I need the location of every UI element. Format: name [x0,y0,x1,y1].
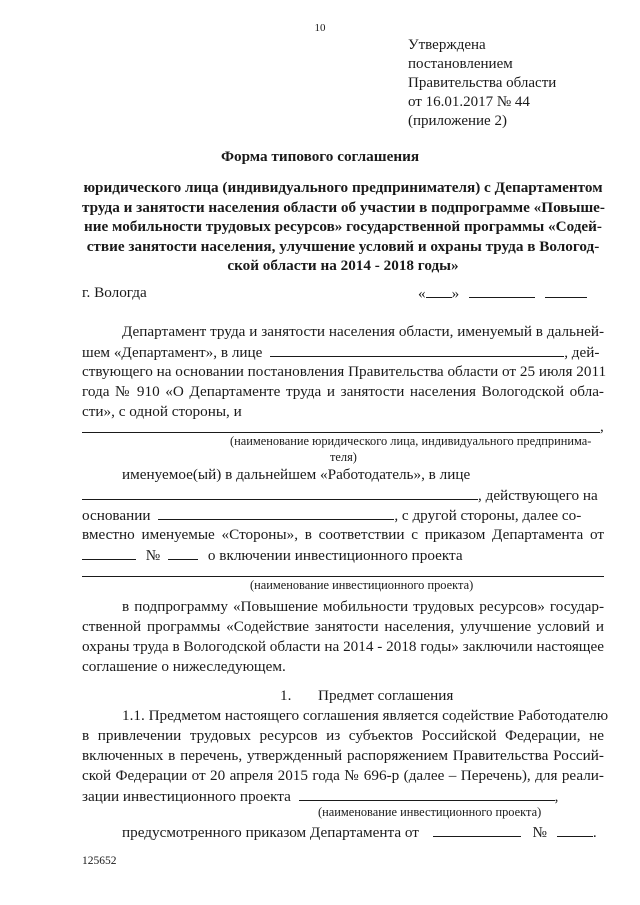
project-name-blank-2 [299,787,555,801]
para4-line5 [82,787,558,806]
date-month-blank [469,284,535,298]
caption-legal-entity: (наименование юридического лица, индивидуального предпринима- [230,434,592,448]
date-field [418,284,587,303]
caption-project: (наименование инвестиционного проекта) [250,578,474,592]
order-number-blank-2 [557,823,593,837]
para1-line3: ствующего на основании постановления Правительства области от 25 июля 2011 [82,363,607,380]
section-number: 1. [280,687,292,704]
subtitle-line: ние мобильности трудовых ресурсов» государственной программы «Содей- [84,218,602,235]
document-title: Форма типового соглашения [220,148,420,165]
project-name-blank [82,576,604,577]
para2-text: , с другой стороны, далее со- [394,507,582,524]
para2-line3 [82,506,581,525]
para4-line3: включенных в перечень, утвержденный распоряжением Правительства Россий- [82,747,604,764]
representative-blank [270,343,564,357]
subtitle-line: ствие занятости населения, улучшение условий и охраны труда в Вологод- [86,237,600,255]
subtitle-line: труда и занятости населения области об участии в подпрограмме «Повыше- [82,198,605,216]
section-heading: Предмет соглашения [318,687,454,704]
para2-line2 [82,486,598,505]
date-quote-close: » [451,285,460,302]
document-code: 125652 [82,855,117,867]
order-date-blank [82,546,136,560]
order-date-blank-2 [433,823,521,837]
para5-text: . [592,824,597,841]
subtitle-line: юридического лица (индивидуального предпринимателя) с Департаментом [83,179,603,196]
date-day-blank [426,284,452,298]
approval-line: от 16.01.2017 № 44 [408,94,530,110]
document-subtitle [82,178,604,276]
approval-line: Правительства области [408,75,557,91]
city: г. Вологда [82,284,147,301]
order-number-blank [168,546,198,560]
para1-line2 [82,343,599,362]
approval-block [408,36,556,131]
para2-line1: именуемое(ый) в дальнейшем «Работодатель», в лице [122,466,471,483]
para5-line1 [122,823,597,842]
para1-line5: сти», с одной стороны, и [82,403,242,420]
para4-line1: 1.1. Предметом настоящего соглашения является содействие Работодателю [122,707,609,724]
page-number: 10 [314,22,326,34]
para3-line4: соглашение о нижеследующем. [82,658,286,675]
approval-line: постановлением [408,56,513,72]
para3-line2: ственной программы «Содействие занятости населения, улучшение условий и [82,618,604,635]
para3-line1: в подпрограмму «Повышение мобильности трудовых ресурсов» государ- [122,598,604,615]
para5-text: предусмотренного приказом Департамента от [122,824,419,841]
blank-comma: , [600,418,604,435]
para2-line4: вместно именуемые «Стороны», в соответствии с приказом Департамента от [82,526,604,543]
subtitle-line: ской области на 2014 - 2018 годы» [227,257,459,274]
approval-line: (приложение 2) [408,113,507,129]
para1-line4: года № 910 «О Департаменте труда и занятости населения Вологодской обла- [82,383,604,400]
employer-representative-blank [82,486,478,500]
para2-text: основании [82,507,151,524]
para2-text: , действующего на [478,487,598,504]
date-year-blank [545,284,587,298]
legal-entity-blank [82,432,600,433]
caption-legal-entity-cont: теля) [330,450,357,464]
para4-line4: ской Федерации от 20 апреля 2015 года № 696-р (далее – Перечень), для реали- [82,767,604,784]
number-sign: № [145,547,161,564]
para1-line1: Департамент труда и занятости населения области, именуемый в дальней- [122,323,604,340]
para3-line3: охраны труда в Вологодской области на 2014 - 2018 годы» заключили настоящее [82,638,604,655]
caption-project-2: (наименование инвестиционного проекта) [318,805,542,819]
para4-text: зации инвестиционного проекта [82,788,291,805]
para2-line5 [82,546,463,565]
para4-text: , [554,788,559,805]
para2-text: о включении инвестиционного проекта [207,547,463,564]
number-sign: № [532,824,548,841]
para1-text: , дей- [564,344,600,361]
date-quote-open: « [418,285,426,302]
para1-text: шем «Департамент», в лице [82,344,263,361]
basis-blank [158,506,394,520]
approval-line: Утверждена [408,37,486,53]
para4-line2: в привлечении трудовых ресурсов из субъектов Российской Федерации, не [82,727,604,744]
